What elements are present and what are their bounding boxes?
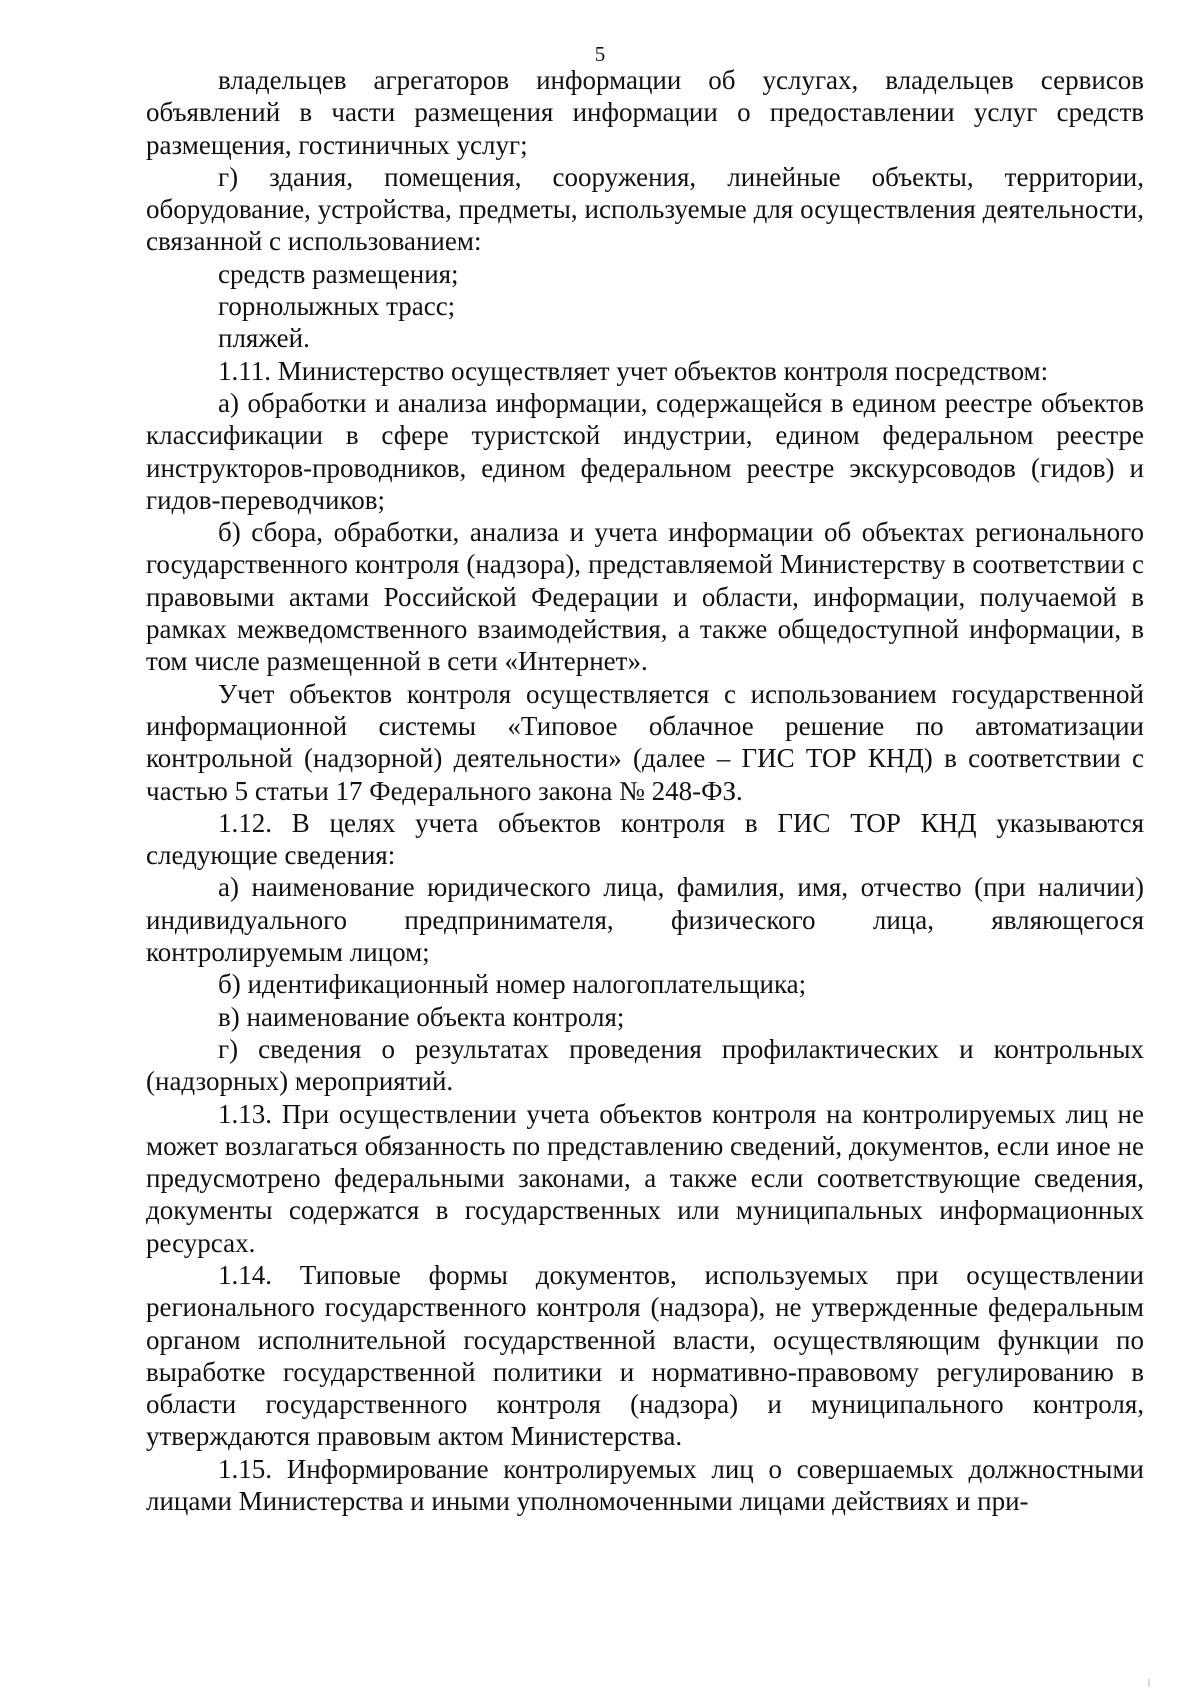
paragraph-12: б) идентификационный номер налогоплательщика; [218, 969, 807, 1000]
paragraph-3: средств размещения; [218, 258, 459, 289]
paragraph-7: а) обработки и анализа информации, содержащейся в едином реестре объектов классификации в сфере туристской индустрии, едином федеральном реестре инструкторов-проводников, едином федеральном реестре экскурсоводов (гидов) и гидов-переводчиков; [146, 387, 1144, 515]
paragraph-5: пляжей. [218, 323, 310, 354]
paragraph-13: в) наименование объекта контроля; [218, 1001, 625, 1032]
paragraph-11: а) наименование юридического лица, фамилия, имя, отчество (при наличии) индивидуального предпринимателя, физического лица, являющегося контролируемым лицом; [146, 872, 1144, 968]
paragraph-1: владельцев агрегаторов информации об услугах, владельцев сервисов объявлений в части размещения информации о предоставлении услуг средств размещения, гостиничных услуг; [146, 65, 1144, 160]
paragraph-9: Учет объектов контроля осуществляется с использованием государственной информационной системы «Типовое облачное решение по автоматизации контрольной (надзорной) деятельности» (далее – ГИС ТОР КНД) в соответствии с частью 5 статьи 17 Федерального закона № 248-ФЗ. [146, 678, 1144, 806]
paragraph-2: г) здания, помещения, сооружения, линейные объекты, территории, оборудование, устройства, предметы, используемые для осуществления деятельности, связанной с использованием: [146, 161, 1144, 257]
scan-edge-mark [1148, 1679, 1150, 1687]
paragraph-15: 1.13. При осуществлении учета объектов контроля на контролируемых лиц не может возлагаться обязанность по представлению сведений, документов, если иное не предусмотрено федеральными законами, а также если соответствующие сведения, документы содержатся в государственных или муниципальных информационных ресурсах. [146, 1098, 1144, 1258]
paragraph-16: 1.14. Типовые формы документов, используемых при осуществлении регионального государственного контроля (надзора), не утвержденные федеральным органом исполнительной государственной власти, осуществляющим функции по выработке государственной политики и нормативно-правовому регулированию в области государственного контроля (надзора) и муниципального контроля, утверждаются правовым актом Министерства. [146, 1259, 1144, 1452]
document-body [146, 64, 1144, 1517]
paragraph-10: 1.12. В целях учета объектов контроля в ГИС ТОР КНД указываются следующие сведения: [146, 807, 1144, 871]
page-number: 5 [594, 42, 606, 66]
paragraph-8: б) сбора, обработки, анализа и учета информации об объектах регионального государственного контроля (надзора), представляемой Министерству в соответствии с правовыми актами Российской Федерации и области, информации, получаемой в рамках межведомственного взаимодействия, а также общедоступной информации, в том числе размещенной в сети «Интернет». [146, 517, 1144, 677]
paragraph-17: 1.15. Информирование контролируемых лиц о совершаемых должностными лицами Министерства и иными уполномоченными лицами действиях и при- [146, 1453, 1144, 1517]
paragraph-4: горнолыжных трасс; [218, 291, 456, 322]
paragraph-14: г) сведения о результатах проведения профилактических и контрольных (надзорных) мероприятий. [146, 1033, 1144, 1097]
paragraph-6: 1.11. Министерство осуществляет учет объектов контроля посредством: [218, 355, 1049, 386]
